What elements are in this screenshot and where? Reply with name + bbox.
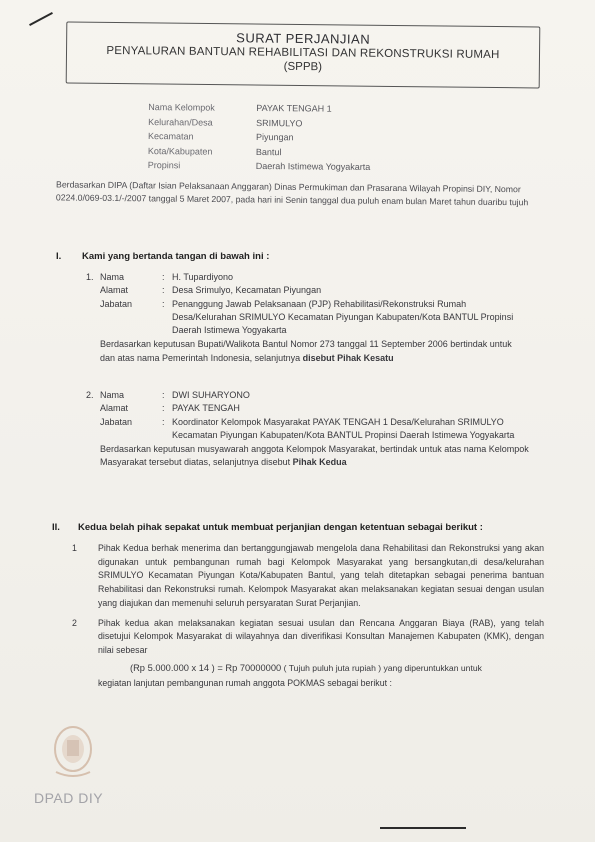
pen-mark	[29, 12, 53, 26]
identity-label: Propinsi	[147, 160, 181, 171]
document-code: (SPPB)	[283, 60, 323, 74]
list-item-number: 2	[72, 617, 77, 628]
party-1-note-text: Berdasarkan keputusan Bupati/Walikota Bantul Nomor 273 tanggal 11 September 2006 bertindak untuk dan atas nama Pemerintah Indonesia, selanjutnya	[100, 339, 512, 363]
party-field-label: Alamat	[100, 403, 129, 414]
party-field-label: Jabatan	[100, 298, 133, 309]
identity-value: Bantul	[255, 146, 282, 157]
party-2-number: 2.	[86, 390, 94, 400]
amount-in-words: ( Tujuh puluh juta rupiah ) yang diperuntukkan untuk	[283, 662, 482, 673]
section-2-number: II.	[52, 522, 60, 533]
colon: :	[162, 390, 165, 400]
party-2-name: DWI SUHARYONO	[172, 390, 250, 400]
party-2-note	[100, 443, 534, 470]
party-2-name-row	[86, 389, 534, 402]
watermark: DPAD DIY	[34, 790, 104, 806]
party-1-designation: disebut Pihak Kesatu	[302, 352, 394, 363]
identity-block	[148, 100, 371, 174]
identity-row	[148, 158, 371, 174]
document-subtitle: PENYALURAN BANTUAN REHABILITASI DAN REKONSTRUKSI RUMAH	[106, 44, 500, 62]
party-2-position-row	[86, 416, 534, 443]
party-1-name-row	[86, 271, 526, 284]
section-1-title: Kami yang bertanda tangan di bawah ini :	[82, 251, 270, 262]
government-seal-icon	[50, 722, 96, 782]
party-field-label: Jabatan	[100, 416, 133, 427]
section-2-list	[72, 542, 544, 691]
document-title: SURAT PERJANJIAN	[236, 30, 371, 47]
party-2-note-text: Berdasarkan keputusan musyawarah anggota Kelompok Masyarakat, bertindak untuk atas nama Kelompok Masyarakat tersebut diatas, selanjutnya disebut	[100, 444, 529, 468]
section-1-heading	[56, 251, 269, 262]
identity-value: PAYAK TENGAH 1	[256, 102, 332, 114]
section-2-heading	[52, 522, 483, 533]
party-1-name: H. Tupardiyono	[172, 272, 234, 282]
section-1-number: I.	[56, 251, 62, 262]
party-1-address: Desa Srimulyo, Kecamatan Piyungan	[172, 285, 322, 296]
party-2-designation: Pihak Kedua	[292, 457, 347, 468]
list-item-text: Pihak Kedua berhak menerima dan bertanggungjawab mengelola dana Rehabilitasi dan Rekonstruksi yang akan digunakan untuk pembangunan rumah bagi Kelompok Masyarakat yang bersangkutan,di desa/kelurahan SRIMULYO Kecamatan Piyungan Kota/Kabupaten Bantul, yang telah ditetapkan sebagai penerima bantuan Rehabilitasi dan Rekonstruksi rumah. Kelompok Masyarakat akan melaksanakan kegiatan sesuai dengan usulan yang diajukan dan memenuhi seluruh persyaratan Surat Perjanjian.	[98, 543, 544, 608]
party-1-position-row	[86, 298, 526, 338]
party-field-label: Alamat	[100, 285, 129, 296]
intro-paragraph: Berdasarkan DIPA (Daftar Isian Pelaksanaan Anggaran) Dinas Permukiman dan Prasarana Wilayah Propinsi DIY, Nomor 0224.0/069-03.1/-/2007 tanggal 5 Maret 2007, pada hari ini Senin tanggal dua puluh enam bulan Maret tahun duaribu tujuh	[55, 179, 529, 208]
colon: :	[162, 285, 165, 296]
identity-label: Nama Kelompok	[148, 102, 215, 113]
colon: :	[162, 416, 165, 427]
party-2-position: Koordinator Kelompok Masyarakat PAYAK TENGAH 1 Desa/Kelurahan SRIMULYO Kecamatan Piyungan Kabupaten/Kota BANTUL Propinsi Daerah Istimewa Yogyakarta	[172, 416, 515, 440]
identity-label: Kecamatan	[147, 131, 194, 142]
list-item-number: 1	[72, 543, 77, 553]
party-2	[86, 389, 534, 470]
identity-value: Piyungan	[255, 131, 294, 143]
title-box	[66, 22, 541, 89]
list-item	[72, 617, 544, 658]
colon: :	[162, 298, 165, 309]
divider	[380, 827, 466, 829]
party-1	[86, 271, 526, 365]
party-2-address-row	[86, 402, 534, 415]
party-1-address-row	[86, 284, 526, 297]
party-1-note	[100, 338, 526, 365]
party-field-label: Nama	[100, 272, 125, 282]
party-1-position: Penanggung Jawab Pelaksanaan (PJP) Rehabilitasi/Rekonstruksi Rumah Desa/Kelurahan SRIMULYO Kecamatan Piyungan Kabupaten/Kota BANTUL Propinsi Daerah Istimewa Yogyakarta	[172, 298, 514, 336]
identity-label: Kelurahan/Desa	[148, 116, 213, 128]
colon: :	[162, 403, 165, 414]
party-2-address: PAYAK TENGAH	[172, 403, 240, 414]
party-field-label: Nama	[100, 390, 125, 400]
identity-label: Kota/Kabupaten	[147, 145, 213, 157]
party-1-number: 1.	[86, 272, 94, 282]
colon: :	[162, 272, 165, 282]
amount-formula: (Rp 5.000.000 x 14 ) = Rp 70000000	[130, 662, 282, 673]
identity-value: Daerah Istimewa Yogyakarta	[255, 160, 371, 172]
list-item-text: Pihak kedua akan melaksanakan kegiatan sesuai usulan dan Rencana Anggaran Biaya (RAB), yang telah disetujui Kelompok Masyarakat di wilayahnya dan diverifikasi Konsultan Manajemen Kabupaten (KMK), dengan nilai sebesar	[98, 617, 544, 655]
amount-line	[72, 662, 544, 676]
list-item	[72, 542, 544, 611]
closing-line: kegiatan lanjutan pembangunan rumah anggota POKMAS sebagai berikut :	[98, 678, 392, 689]
identity-value: SRIMULYO	[256, 117, 303, 128]
section-2-title: Kedua belah pihak sepakat untuk membuat perjanjian dengan ketentuan sebagai berikut :	[78, 522, 483, 533]
